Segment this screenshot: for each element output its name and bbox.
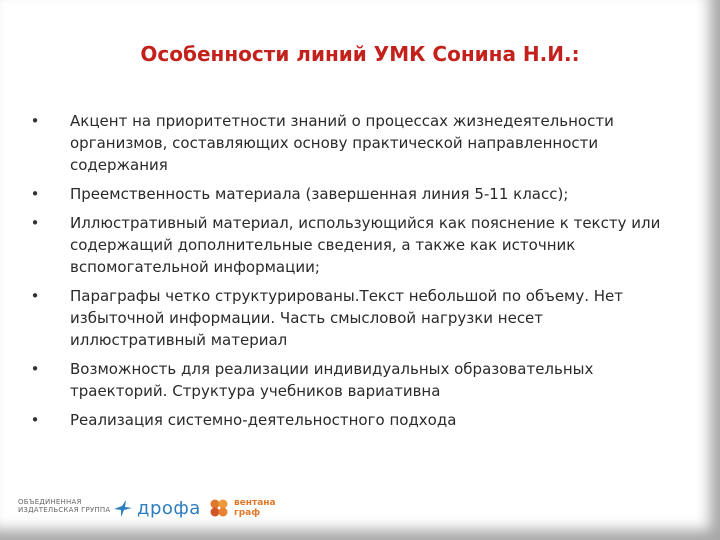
bullet-list [28, 110, 678, 438]
ventana-line1: вентана [234, 498, 276, 508]
bullet-marker: • [30, 214, 40, 232]
bullet-text: Возможность для реализации индивидуальных образовательных траекторий. Структура учебников вариативна [70, 360, 594, 400]
bullet-marker: • [30, 185, 40, 203]
bullet-text: Параграфы четко структурированы.Текст небольшой по объему. Нет избыточной информации. Часть смысловой нагрузки несет иллюстративный материал [70, 287, 624, 349]
bullet-text: Преемственность материала (завершенная линия 5-11 класс); [70, 185, 569, 203]
publisher-group-logo [18, 498, 110, 514]
bullet-text: Реализация системно-деятельностного подхода [70, 411, 457, 429]
list-item [28, 358, 678, 402]
bullet-marker: • [30, 287, 40, 305]
ventana-logo [208, 494, 276, 522]
bullet-marker: • [30, 360, 40, 378]
list-item [28, 409, 678, 431]
footer-logos [0, 488, 720, 528]
list-item [28, 212, 678, 278]
list-item [28, 110, 678, 176]
slide-title: Особенности линий УМК Сонина Н.И.: [140, 42, 580, 66]
ventana-line2: граф [234, 508, 261, 518]
drofa-logo [112, 494, 201, 522]
drofa-bird-icon [112, 497, 134, 519]
ventana-logo-icon [208, 497, 230, 519]
drofa-text: дрофа [137, 497, 201, 519]
list-item [28, 183, 678, 205]
bullet-text: Акцент на приоритетности знаний о процессах жизнедеятельности организмов, составляющих основу практической направленности содержания [70, 112, 614, 174]
list-item [28, 285, 678, 351]
bullet-marker: • [30, 411, 40, 429]
publisher-line2: ИЗДАТЕЛЬСКАЯ ГРУППА [18, 506, 111, 514]
publisher-line1: ОБЪЕДИНЕННАЯ [18, 498, 82, 506]
bullet-text: Иллюстративный материал, использующийся как пояснение к тексту или содержащий дополнительные сведения, а также как источник вспомогательной информации; [70, 214, 661, 276]
bullet-marker: • [30, 112, 40, 130]
